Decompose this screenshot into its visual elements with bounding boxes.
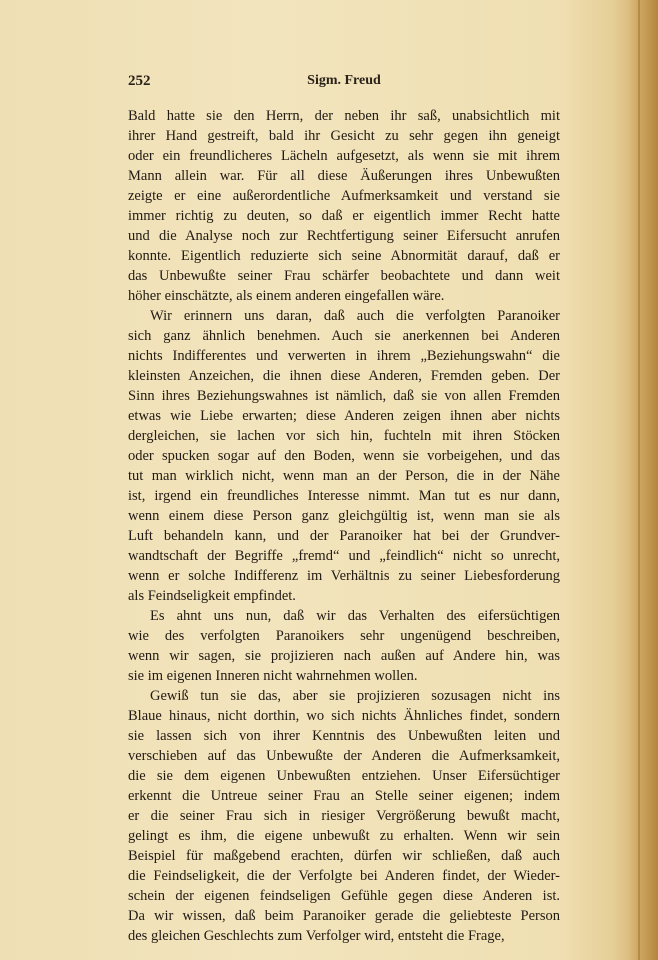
text-line: tut man wirklich nicht, wenn man an der Person, die in der Nähe xyxy=(128,468,560,484)
text-line: die sie dem eigenen Unbewußten entziehen. Unser Eifersüchtiger xyxy=(128,768,560,784)
text-line: erkennt die Untreue seiner Frau an Stelle seiner eigenen; indem xyxy=(128,788,560,804)
text-line: Es ahnt uns nun, daß wir das Verhalten des eifersüchtigen xyxy=(150,608,560,624)
text-line: Wir erinnern uns daran, daß auch die verfolgten Paranoiker xyxy=(150,308,560,324)
page-header xyxy=(128,73,560,93)
text-line: oder spucken sogar auf den Boden, wenn sie vorbeigehen, und das xyxy=(128,448,560,464)
text-line: Blaue hinaus, nicht dorthin, wo sich nichts Ähnliches findet, sondern xyxy=(128,708,560,724)
text-line: wenn wir sagen, sie projizieren nach außen auf Andere hin, was xyxy=(128,648,560,664)
text-line: sie im eigenen Inneren nicht wahrnehmen wollen. xyxy=(128,668,418,684)
text-line: verschieben auf das Unbewußte der Anderen die Aufmerksamkeit, xyxy=(128,748,560,764)
text-line: höher einschätzte, als einem anderen eingefallen wäre. xyxy=(128,288,445,304)
text-line: als Feindseligkeit empfindet. xyxy=(128,588,296,604)
text-line: zeigte er eine außerordentliche Aufmerksamkeit und verstand sie xyxy=(128,188,560,204)
text-line: Mann allein war. Für all diese Äußerungen ihres Unbewußten xyxy=(128,168,560,184)
paragraph xyxy=(128,306,560,606)
text-line: ihrer Hand gestreift, bald ihr Gesicht zu sehr gegen ihn geneigt xyxy=(128,128,560,144)
text-line: kleinsten Anzeichen, die ihnen diese Anderen, Fremden geben. Der xyxy=(128,368,560,384)
text-line: sie lassen sich von ihrer Kenntnis des Unbewußten leiten und xyxy=(128,728,560,744)
text-line: und die Analyse noch zur Rechtfertigung seiner Eifersucht anrufen xyxy=(128,228,560,244)
page-number: 252 xyxy=(128,73,151,89)
paragraph xyxy=(128,686,560,946)
text-line: die Feindseligkeit, die der Verfolgte bei Anderen findet, der Wieder- xyxy=(128,868,560,884)
text-line: oder ein freundlicheres Lächeln aufgesetzt, als wenn sie mit ihrem xyxy=(128,148,560,164)
page-edge-shadow xyxy=(628,0,658,960)
text-line: Beispiel für maßgebend erachten, dürfen wir schließen, daß auch xyxy=(128,848,560,864)
text-line: des gleichen Geschlechts zum Verfolger wird, entsteht die Frage, xyxy=(128,928,505,944)
text-line: konnte. Eigentlich reduzierte sich seine Abnormität darauf, daß er xyxy=(128,248,560,264)
text-line: wenn einem diese Person ganz gleichgültig ist, wenn man sie als xyxy=(128,508,560,524)
text-line: wandtschaft der Begriffe „fremd“ und „feindlich“ nicht so unrecht, xyxy=(128,548,560,564)
text-line: ist, irgend ein freundliches Interesse nimmt. Man tut es nur dann, xyxy=(128,488,560,504)
text-line: wie des verfolgten Paranoikers sehr ungenügend beschreiben, xyxy=(128,628,560,644)
page-edge-line xyxy=(638,0,640,960)
paragraph xyxy=(128,106,560,306)
paragraph xyxy=(128,606,560,686)
text-line: Bald hatte sie den Herrn, der neben ihr saß, unabsichtlich mit xyxy=(128,108,560,124)
text-line: immer richtig zu deuten, so daß er eigentlich immer Recht hatte xyxy=(128,208,560,224)
text-line: etwas wie Liebe erwarten; diese Anderen zeigen ihnen aber nichts xyxy=(128,408,560,424)
text-line: Luft behandeln kann, und der Paranoiker hat bei der Grundver- xyxy=(128,528,560,544)
text-line: nichts Indifferentes und verwerten in ihrem „Beziehungswahn“ die xyxy=(128,348,560,364)
text-line: Sinn ihres Beziehungswahnes ist nämlich, daß sie von allen Fremden xyxy=(128,388,560,404)
text-line: er die seiner Frau sich in riesiger Vergrößerung bewußt macht, xyxy=(128,808,560,824)
text-line: sich ganz ähnlich benehmen. Auch sie anerkennen bei Anderen xyxy=(128,328,560,344)
text-line: gelingt es ihm, die eigene unbewußt zu erhalten. Wenn wir sein xyxy=(128,828,560,844)
running-head: Sigm. Freud xyxy=(307,73,381,88)
text-line: das Unbewußte seiner Frau schärfer beobachtete und dann weit xyxy=(128,268,560,284)
text-line: wenn er solche Indifferenz im Verhältnis zu seiner Liebesforderung xyxy=(128,568,560,584)
text-line: schein der eigenen feindseligen Gefühle gegen diese Anderen ist. xyxy=(128,888,560,904)
text-line: Gewiß tun sie das, aber sie projizieren sozusagen nicht ins xyxy=(150,688,560,704)
body-text xyxy=(128,106,560,946)
text-line: dergleichen, sie lachen vor sich hin, fuchteln mit ihren Stöcken xyxy=(128,428,560,444)
text-line: Da wir wissen, daß beim Paranoiker gerade die geliebteste Person xyxy=(128,908,560,924)
